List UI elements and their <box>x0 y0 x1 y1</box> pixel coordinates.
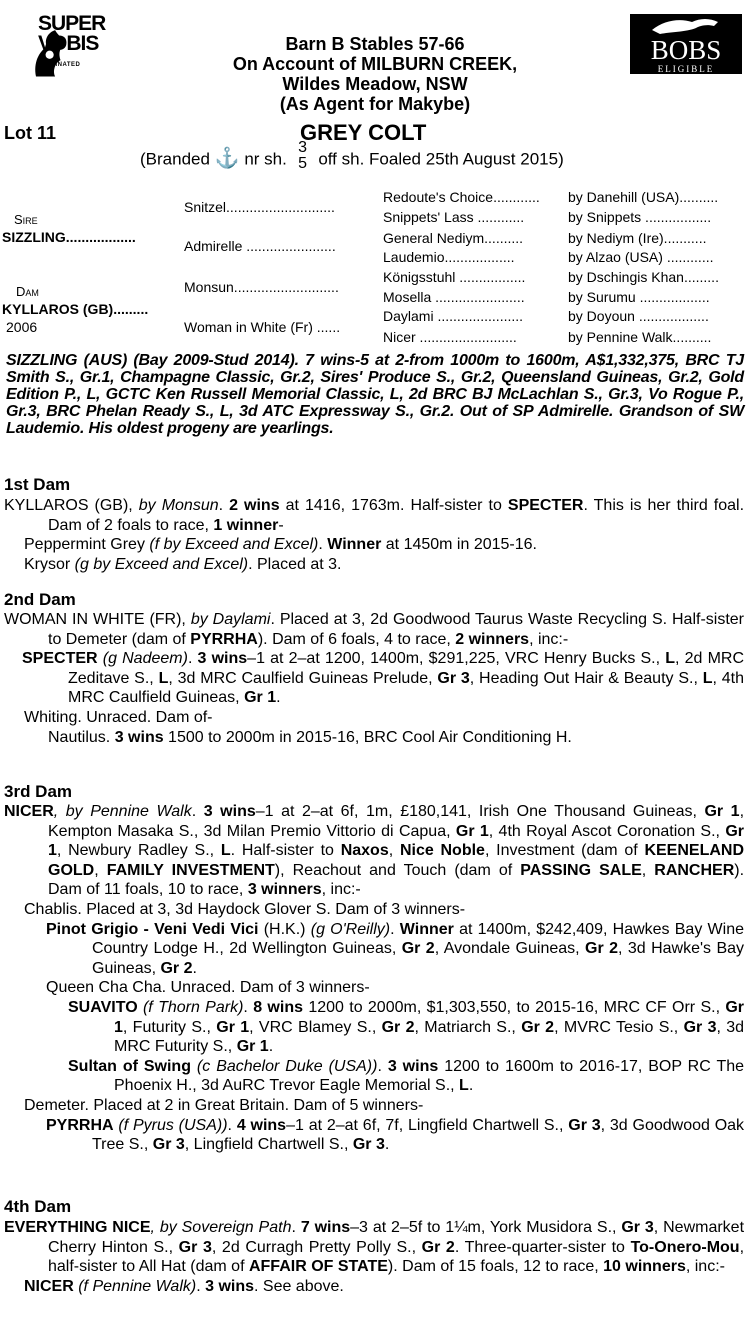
pedigree-by-3: by Nediym (Ire)........... <box>568 230 707 246</box>
brand-line <box>140 139 564 176</box>
first-dam-text: KYLLAROS (GB), by Monsun. 2 wins at 1416, 1763m. Half-sister to SPECTER. This is her third foal. Dam of 2 foals to race, 1 winner- <box>4 497 745 534</box>
fourth-dam-heading: 4th Dam <box>4 1197 72 1216</box>
pedigree-by-5: by Dschingis Khan......... <box>568 269 719 285</box>
third-dam-chablis: Chablis. Placed at 3, 3d Haydock Glover S. Dam of 3 winners- <box>24 900 466 918</box>
pedigree-ggen-5: Königsstuhl ................. <box>383 269 526 285</box>
bobs-eligible-logo <box>630 14 742 74</box>
third-dam-suavito: SUAVITO (f Thorn Park). 8 wins 1200 to 2000m, $1,303,550, to 2015-16, MRC CF Orr S., Gr 1, Futurity S., Gr 1, VRC Blamey S., Gr 2, Matriarch S., Gr 2, MVRC Tesio S., Gr 3, 3d MRC Futurity S., Gr 1. <box>68 998 745 1056</box>
bobs-logo-subtext: ELIGIBLE <box>657 64 715 74</box>
pedigree-gsire-3: Monsun........................... <box>184 279 339 295</box>
pedigree-ggen-7: Daylami ...................... <box>383 308 524 324</box>
super-vobis-logo-small: NOMINATED <box>40 62 81 68</box>
second-dam-heading: 2nd Dam <box>4 590 76 609</box>
first-dam-section <box>4 496 744 574</box>
pedigree-ggen-8: Nicer ......................... <box>383 329 517 345</box>
first-dam-progeny-2: Krysor (g by Exceed and Excel). Placed at 3. <box>24 555 342 573</box>
third-dam-sultan-of-swing: Sultan of Swing (c Bachelor Duke (USA)). 3 wins 1200 to 1600m to 2016-17, BOP RC The Phoenix H., 3d AuRC Trevor Eagle Memorial S., L. <box>68 1057 745 1095</box>
anchor-brand-icon: ⚓ <box>214 147 240 170</box>
first-dam-heading: 1st Dam <box>4 475 71 494</box>
pedigree-ggen-2: Snippets' Lass ............ <box>383 209 525 225</box>
dam-label: Dam <box>16 284 39 299</box>
sire-label: Sire <box>14 212 38 227</box>
second-dam-text: WOMAN IN WHITE (FR), by Daylami. Placed at 3, 2d Goodwood Taurus Waste Recycling S. Half-sister to Demeter (dam of PYRRHA). Dam of 6 foals, 4 to race, 2 winners, inc:- <box>4 611 745 648</box>
third-dam-demeter: Demeter. Placed at 2 in Great Britain. Dam of 5 winners- <box>24 1096 424 1114</box>
third-dam-section <box>4 802 744 1155</box>
brand-post: off sh. Foaled 25th August 2015) <box>318 149 564 169</box>
third-dam-heading: 3rd Dam <box>4 782 73 801</box>
pedigree-by-2: by Snippets ................. <box>568 209 712 225</box>
pedigree-by-1: by Danehill (USA).......... <box>568 189 719 205</box>
super-vobis-logo-top: SUPER <box>38 12 106 35</box>
pedigree-ggen-4: Laudemio.................. <box>383 249 515 265</box>
second-dam-specter: SPECTER (g Nadeem). 3 wins–1 at 2–at 1200, 1400m, $291,225, VRC Henry Bucks S., L, 2d MRC Zeditave S., L, 3d MRC Caulfield Guineas Prelude, Gr 3, Heading Out Hair & Beauty S., L, 4th MRC Caulfield Guineas, Gr 1. <box>22 650 745 707</box>
brand-fraction-bottom: 5 <box>298 155 308 172</box>
fourth-dam-nicer: NICER (f Pennine Walk). 3 wins. See above. <box>24 1277 344 1295</box>
brand-mid: nr sh. <box>244 149 287 169</box>
brand-fraction-top: 3 <box>298 139 308 156</box>
third-dam-pyrrha: PYRRHA (f Pyrus (USA)). 4 wins–1 at 2–at 6f, 7f, Lingfield Chartwell S., Gr 3, 3d Goodwood Oak Tree S., Gr 3, Lingfield Chartwell S., Gr 3. <box>46 1116 745 1154</box>
second-dam-section <box>4 610 744 747</box>
lot-number: Lot 11 <box>4 123 57 143</box>
pedigree-ggen-3: General Nediym.......... <box>383 230 524 246</box>
dam-name: KYLLAROS (GB)......... <box>2 301 149 317</box>
header-line-1: Barn B Stables 57-66 <box>285 34 465 54</box>
pedigree-gsire-2: Admirelle ....................... <box>184 238 336 254</box>
second-dam-whiting: Whiting. Unraced. Dam of- <box>24 708 213 726</box>
pedigree-gsire-4: Woman in White (Fr) ...... <box>184 319 341 335</box>
first-dam-progeny-1: Peppermint Grey (f by Exceed and Excel). Winner at 1450m in 2015-16. <box>24 536 537 554</box>
sire-summary: SIZZLING (AUS) (Bay 2009-Stud 2014). 7 wins-5 at 2-from 1000m to 1600m, A$1,332,375, BRC TJ Smith S., Gr.1, Champagne Classic, Gr.2, Sires' Produce S., Gr.2, Queensland Guineas, Gr.2, Gold Edition P., L, GCTC Ken Russell Memorial Classic, L, 2d BRC BJ McLachlan S., Gr.3, Vo Rogue P., Gr.3, BRC Phelan Ready S., L, 3d ATC Expressway S., Gr.2. Out of SP Admirelle. Grandson of SW Laudemio. His oldest progeny are yearlings. <box>6 352 744 437</box>
third-dam-pinot-grigio: Pinot Grigio - Veni Vedi Vici (H.K.) (g O'Reilly). Winner at 1400m, $242,409, Hawkes Bay Wine Country Lodge H., 2d Wellington Guineas, Gr 2, Avondale Guineas, Gr 2, 3d Hawke's Bay Guineas, Gr 2. <box>46 920 745 977</box>
fourth-dam-section <box>4 1218 744 1296</box>
pedigree-ggen-6: Mosella ....................... <box>383 289 525 305</box>
pedigree-gsire-1: Snitzel............................ <box>184 199 335 215</box>
fourth-dam-text: EVERYTHING NICE, by Sovereign Path. 7 wins–3 at 2–5f to 1¼m, York Musidora S., Gr 3, Newmarket Cherry Hinton S., Gr 3, 2d Curragh Pretty Polly S., Gr 2. Three-quarter-sister to To-Onero-Mou, half-sister to All Hat (dam of AFFAIR OF STATE). Dam of 15 foals, 12 to race, 10 winners, inc:- <box>4 1219 745 1276</box>
pedigree-by-7: by Doyoun .................. <box>568 308 709 324</box>
pedigree-by-4: by Alzao (USA) ............ <box>568 249 714 265</box>
header-line-4: (As Agent for Makybe) <box>279 94 471 114</box>
third-dam-queen-cha-cha: Queen Cha Cha. Unraced. Dam of 3 winners- <box>46 979 370 997</box>
super-vobis-logo-mid: VOBIS <box>38 32 99 55</box>
sire-name: SIZZLING.................. <box>2 229 136 245</box>
pedigree-by-8: by Pennine Walk.......... <box>568 329 712 345</box>
pedigree-ggen-1: Redoute's Choice............ <box>383 189 540 205</box>
pedigree-by-6: by Surumu .................. <box>568 289 710 305</box>
header-line-3: Wildes Meadow, NSW <box>282 74 468 94</box>
bobs-logo-text: BOBS <box>650 35 722 65</box>
second-dam-nautilus: Nautilus. 3 wins 1500 to 2000m in 2015-16, BRC Cool Air Conditioning H. <box>48 728 572 746</box>
dam-year: 2006 <box>6 319 38 335</box>
header-line-2: On Account of MILBURN CREEK, <box>232 54 518 74</box>
horse-title: GREY COLT <box>300 120 427 145</box>
brand-pre: (Branded <box>140 149 210 169</box>
third-dam-text: NICER, by Pennine Walk. 3 wins–1 at 2–at 6f, 1m, £180,141, Irish One Thousand Guineas, Gr 1, Kempton Masaka S., 3d Milan Premio Vittorio di Capua, Gr 1, 4th Royal Ascot Coronation S., Gr 1, Newbury Radley S., L. Half-sister to Naxos, Nice Noble, Investment (dam of KEENELAND GOLD, FAMILY INVESTMENT), Reachout and Touch (dam of PASSING SALE, RANCHER). Dam of 11 foals, 10 to race, 3 winners, inc:- <box>4 803 745 899</box>
